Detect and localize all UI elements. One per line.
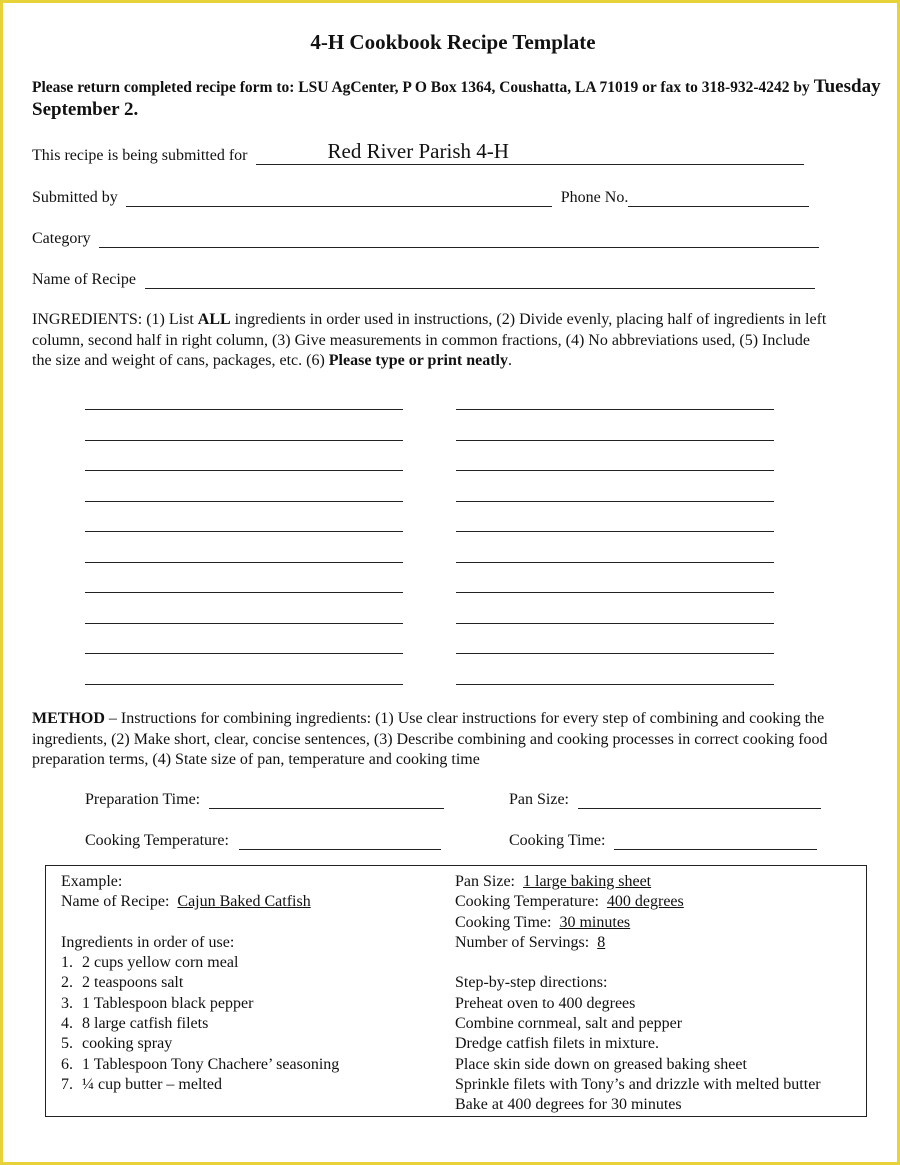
direction-item: Combine cornmeal, salt and pepper: [455, 1015, 683, 1033]
example-pan-size-value: 1 large baking sheet: [523, 873, 652, 890]
example-cooking-temp: [455, 892, 821, 912]
submitted-by-field[interactable]: [126, 188, 552, 207]
phone-label: Phone No.: [560, 189, 629, 206]
example-cooking-temp-label: Cooking Temperature:: [455, 893, 599, 911]
list-item: [61, 1055, 339, 1075]
cooking-temp-row: [85, 831, 441, 850]
list-item-text: 1 Tablespoon black pepper: [82, 994, 254, 1012]
list-item-text: ¼ cup butter – melted: [82, 1075, 222, 1093]
submitted-for-label: This recipe is being submitted for: [32, 147, 248, 164]
prep-time-row: [85, 790, 444, 809]
ingredient-line[interactable]: [85, 684, 403, 685]
ingredients-text-2: ingredients in order used in instructions, (2) Divide evenly, placing half of ingredients in left column, second half in right column, (3) Give measurements in common fractions, (4) No abbreviations used, (5) Include the size and weight of cans, packages, etc. (6): [32, 311, 827, 369]
example-pan-size-label: Pan Size:: [455, 873, 515, 890]
cooking-time-row: [509, 831, 817, 850]
example-directions-list: [455, 994, 821, 1116]
list-item-number: 5.: [61, 1035, 73, 1053]
return-notice: [32, 76, 882, 122]
example-servings-value: 8: [597, 933, 606, 951]
example-cooking-temp-value: 400 degrees: [606, 893, 684, 911]
ingredients-instructions: [32, 310, 832, 372]
ingredient-line[interactable]: [85, 470, 403, 471]
list-item-text: 2 cups yellow corn meal: [82, 954, 239, 972]
page-title: 4-H Cookbook Recipe Template: [310, 30, 596, 54]
list-item: [61, 1034, 339, 1054]
ingredient-line[interactable]: [85, 440, 403, 441]
cooking-time-field[interactable]: [614, 831, 817, 850]
ingredients-heading: INGREDIENTS: [32, 311, 138, 328]
ingredients-text-1: : (1) List: [137, 311, 198, 328]
cooking-temp-label: Cooking Temperature:: [85, 832, 229, 849]
list-item-number: 2.: [61, 974, 73, 992]
list-item-text: cooking spray: [82, 1035, 173, 1053]
example-cooking-time: [455, 913, 821, 933]
list-item: [61, 973, 339, 993]
submitted-by-row: [32, 188, 809, 207]
list-item-number: 7.: [61, 1075, 73, 1093]
pan-size-field[interactable]: [578, 790, 821, 809]
return-notice-text: Please return completed recipe form to: LSU AgCenter, P O Box 1364, Coushatta, LA 71019 or fax to 318-932-4242 by: [32, 79, 814, 96]
list-item-number: 6.: [61, 1055, 73, 1073]
ingredient-line[interactable]: [456, 562, 774, 563]
ingredient-line[interactable]: [85, 592, 403, 593]
ingredient-line[interactable]: [456, 440, 774, 441]
ingredient-line[interactable]: [456, 592, 774, 593]
list-item: [61, 953, 339, 973]
list-item-text: 2 teaspoons salt: [82, 974, 184, 992]
cooking-temp-field[interactable]: [239, 831, 441, 850]
example-ingredients-label: Ingredients in order of use:: [61, 933, 235, 951]
direction-item: Preheat oven to 400 degrees: [455, 994, 636, 1012]
list-item-number: 1.: [61, 954, 73, 972]
pan-size-label: Pan Size:: [509, 791, 569, 808]
ingredient-line[interactable]: [85, 562, 403, 563]
direction-item: Bake at 400 degrees for 30 minutes: [455, 1096, 682, 1114]
list-item: [61, 1014, 339, 1034]
phone-field[interactable]: [628, 188, 809, 207]
ingredient-line[interactable]: [456, 501, 774, 502]
ingredient-line[interactable]: [456, 531, 774, 532]
pan-size-row: [509, 790, 821, 809]
ingredient-line[interactable]: [456, 623, 774, 624]
category-field[interactable]: [99, 229, 819, 248]
ingredient-line[interactable]: [456, 653, 774, 654]
list-item-number: 4.: [61, 1015, 73, 1033]
direction-item: Dredge catfish filets in mixture.: [455, 1035, 659, 1053]
category-label: Category: [32, 230, 91, 247]
example-cooking-time-label: Cooking Time:: [455, 913, 552, 931]
submitted-for-field[interactable]: [256, 139, 804, 165]
ingredient-line[interactable]: [85, 531, 403, 532]
recipe-name-label: Name of Recipe: [32, 271, 136, 288]
submitted-for-row: [32, 139, 804, 165]
example-right-column: [455, 872, 821, 1116]
ingredients-text-end: .: [508, 352, 512, 369]
list-item-text: 1 Tablespoon Tony Chachere’ seasoning: [82, 1055, 340, 1073]
example-servings-label: Number of Servings:: [455, 933, 590, 951]
list-item: [61, 1075, 339, 1095]
ingredient-line[interactable]: [85, 409, 403, 410]
direction-item: Sprinkle filets with Tony’s and drizzle with melted butter: [455, 1075, 821, 1093]
submitted-for-value: Red River Parish 4-H: [327, 139, 509, 163]
list-item-text: 8 large catfish filets: [82, 1015, 209, 1033]
example-ingredients-list: [61, 953, 339, 1095]
ingredient-line[interactable]: [85, 623, 403, 624]
recipe-name-field[interactable]: [145, 270, 815, 289]
method-text: – Instructions for combining ingredients: (1) Use clear instructions for every step of combining and cooking the ingredients, (2) Make short, clear, concise sentences, (3) Describe combining and cooking processes in correct cooking food preparation terms, (4) State size of pan, temperature and cooking time: [32, 710, 828, 768]
submitted-by-label: Submitted by: [32, 189, 118, 206]
example-directions-label: Step-by-step directions:: [455, 974, 608, 992]
list-item: [61, 994, 339, 1014]
example-name-value: Cajun Baked Catfish: [177, 893, 311, 911]
example-name-label: Name of Recipe:: [61, 893, 170, 911]
prep-time-label: Preparation Time:: [85, 791, 201, 808]
ingredient-line[interactable]: [85, 501, 403, 502]
direction-item: Place skin side down on greased baking sheet: [455, 1055, 747, 1073]
return-deadline: Tuesday September 2.: [32, 76, 881, 120]
ingredient-line[interactable]: [456, 684, 774, 685]
ingredients-all: ALL: [197, 311, 231, 328]
ingredients-emphasis: Please type or print neatly: [328, 352, 508, 369]
example-servings: [455, 933, 821, 953]
method-heading: METHOD: [32, 710, 105, 727]
recipe-name-row: [32, 270, 815, 289]
cooking-time-label: Cooking Time:: [509, 832, 606, 849]
ingredient-line[interactable]: [85, 653, 403, 654]
ingredient-line[interactable]: [456, 409, 774, 410]
example-cooking-time-value: 30 minutes: [559, 913, 631, 931]
example-left-column: [61, 872, 339, 1095]
method-instructions: [32, 709, 852, 771]
list-item-number: 3.: [61, 994, 73, 1012]
example-pan-size: [455, 872, 821, 892]
prep-time-field[interactable]: [209, 790, 444, 809]
ingredient-line[interactable]: [456, 470, 774, 471]
category-row: [32, 229, 819, 248]
example-recipe-name: [61, 892, 339, 912]
example-box: [45, 865, 867, 1117]
example-heading: Example:: [61, 873, 123, 890]
